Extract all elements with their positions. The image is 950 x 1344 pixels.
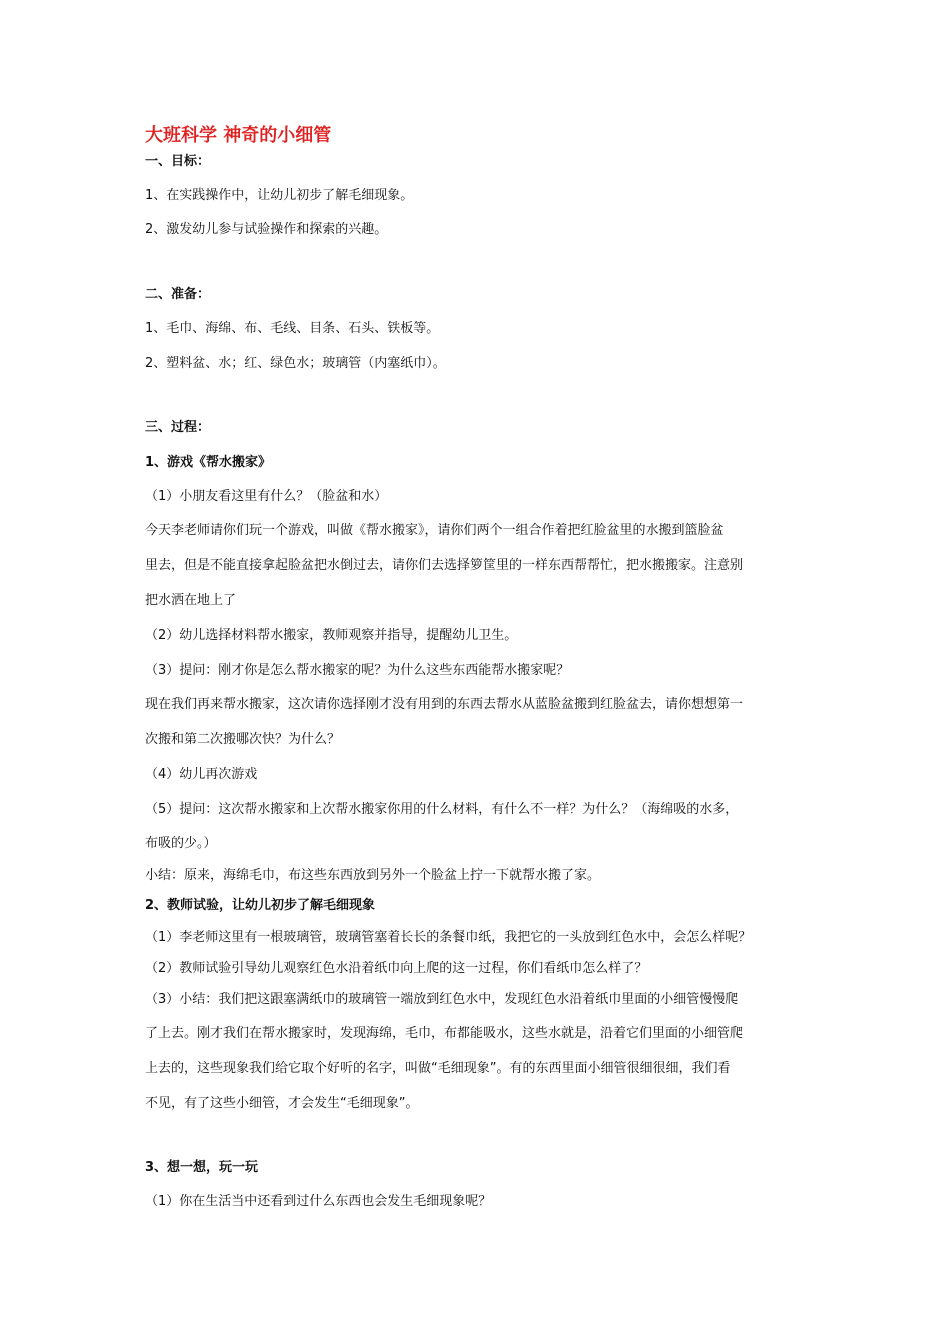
document-title: 大班科学 神奇的小细管: [145, 125, 332, 146]
paragraph: 次搬和第二次搬哪次快？为什么？: [145, 732, 341, 747]
paragraph: 里去，但是不能直接拿起脸盆把水倒过去，请你们去选择箩筐里的一样东西帮帮忙，把水搬搬家。注意别: [145, 558, 744, 573]
paragraph: 2、激发幼儿参与试验操作和探索的兴趣。: [145, 222, 388, 237]
subsection-heading: 2、教师试验，让幼儿初步了解毛细现象: [145, 898, 376, 913]
paragraph: （1）李老师这里有一根玻璃管，玻璃管塞着长长的条餐巾纸，我把它的一头放到红色水中，会怎么样呢？: [145, 930, 752, 945]
paragraph: 现在我们再来帮水搬家，这次请你选择刚才没有用到的东西去帮水从蓝脸盆搬到红脸盆去，请你想想第一: [145, 697, 744, 712]
paragraph: 小结：原来，海绵毛巾，布这些东西放到另外一个脸盆上拧一下就帮水搬了家。: [145, 868, 601, 883]
paragraph: 了上去。刚才我们在帮水搬家时，发现海绵，毛巾，布都能吸水，这些水就是，沿着它们里面的小细管爬: [145, 1026, 744, 1041]
paragraph: 布吸的少。）: [145, 836, 217, 851]
paragraph: （2）教师试验引导幼儿观察红色水沿着纸巾向上爬的这一过程，你们看纸巾怎么样了？: [145, 961, 648, 976]
section-heading-process: 三、过程：: [145, 420, 211, 435]
subsection-heading: 1、游戏《帮水搬家》: [145, 455, 272, 470]
paragraph: 不见，有了这些小细管，才会发生“毛细现象”。: [145, 1096, 419, 1111]
paragraph: （1）你在生活当中还看到过什么东西也会发生毛细现象呢？: [145, 1194, 492, 1209]
paragraph: （1）小朋友看这里有什么？（脸盆和水）: [145, 489, 388, 504]
subsection-heading: 3、想一想，玩一玩: [145, 1160, 259, 1175]
paragraph: （3）提问：刚才你是怎么帮水搬家的呢？为什么这些东西能帮水搬家呢？: [145, 663, 570, 678]
paragraph: 1、在实践操作中，让幼儿初步了解毛细现象。: [145, 188, 414, 203]
paragraph: 今天李老师请你们玩一个游戏，叫做《帮水搬家》，请你们两个一组合作着把红脸盆里的水搬到篮脸盆: [145, 523, 724, 538]
paragraph: （3）小结：我们把这跟塞满纸巾的玻璃管一端放到红色水中，发现红色水沿着纸巾里面的小细管慢慢爬: [145, 992, 739, 1007]
paragraph: （4）幼儿再次游戏: [145, 767, 258, 782]
paragraph: 把水洒在地上了: [145, 593, 237, 608]
section-heading-goals: 一、目标：: [145, 154, 211, 169]
paragraph: （2）幼儿选择材料帮水搬家，教师观察并指导，提醒幼儿卫生。: [145, 628, 518, 643]
section-heading-preparation: 二、准备：: [145, 287, 211, 302]
paragraph: 2、塑料盆、水；红、绿色水；玻璃管（内塞纸巾）。: [145, 356, 446, 371]
paragraph: （5）提问：这次帮水搬家和上次帮水搬家你用的什么材料，有什么不一样？为什么？（海绵吸的水多，: [145, 802, 739, 817]
paragraph: 上去的，这些现象我们给它取个好听的名字，叫做“毛细现象”。有的东西里面小细管很细很细，我们看: [145, 1061, 731, 1076]
paragraph: 1、毛巾、海绵、布、毛线、目条、石头、铁板等。: [145, 321, 440, 336]
